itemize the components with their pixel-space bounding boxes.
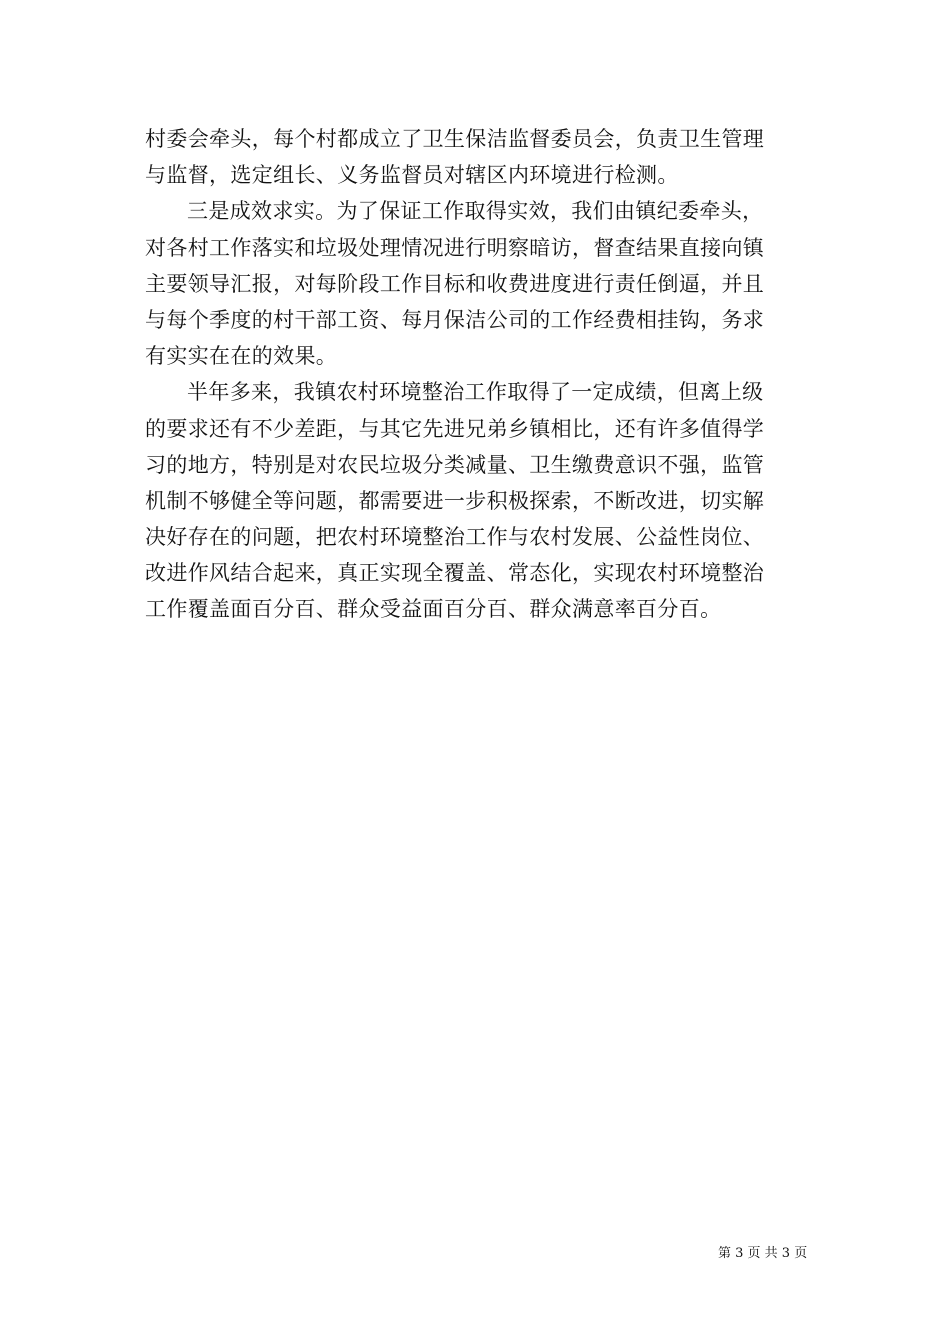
body-text xyxy=(145,121,810,628)
text-line: 的要求还有不少差距，与其它先进兄弟乡镇相比，还有许多值得学 xyxy=(145,416,765,441)
text-line: 有实实在在的效果。 xyxy=(145,344,338,369)
paragraph-start-line: 三是成效求实。为了保证工作取得实效，我们由镇纪委牵头， xyxy=(187,199,764,224)
text-line: 机制不够健全等问题，都需要进一步积极探索，不断改进，切实解 xyxy=(145,488,765,513)
page-number-footer: 第 3 页 共 3 页 xyxy=(718,1246,808,1261)
text-line: 与监督，选定组长、义务监督员对辖区内环境进行检测。 xyxy=(145,163,679,188)
text-line: 村委会牵头，每个村都成立了卫生保洁监督委员会，负责卫生管理 xyxy=(145,127,765,151)
text-line: 改进作风结合起来，真正实现全覆盖、常态化，实现农村环境整治 xyxy=(145,561,765,586)
paragraph-start-line: 半年多来，我镇农村环境整治工作取得了一定成绩，但离上级 xyxy=(187,380,764,405)
text-line: 主要领导汇报，对每阶段工作目标和收费进度进行责任倒逼，并且 xyxy=(145,271,765,296)
text-line: 与每个季度的村干部工资、每月保洁公司的工作经费相挂钩，务求 xyxy=(145,307,765,332)
text-line: 工作覆盖面百分百、群众受益面百分百、群众满意率百分百。 xyxy=(145,597,722,622)
text-line: 习的地方，特别是对农民垃圾分类减量、卫生缴费意识不强，监管 xyxy=(145,452,765,477)
text-line: 对各村工作落实和垃圾处理情况进行明察暗访，督查结果直接向镇 xyxy=(145,235,765,260)
text-line: 决好存在的问题，把农村环境整治工作与农村发展、公益性岗位、 xyxy=(145,525,765,550)
